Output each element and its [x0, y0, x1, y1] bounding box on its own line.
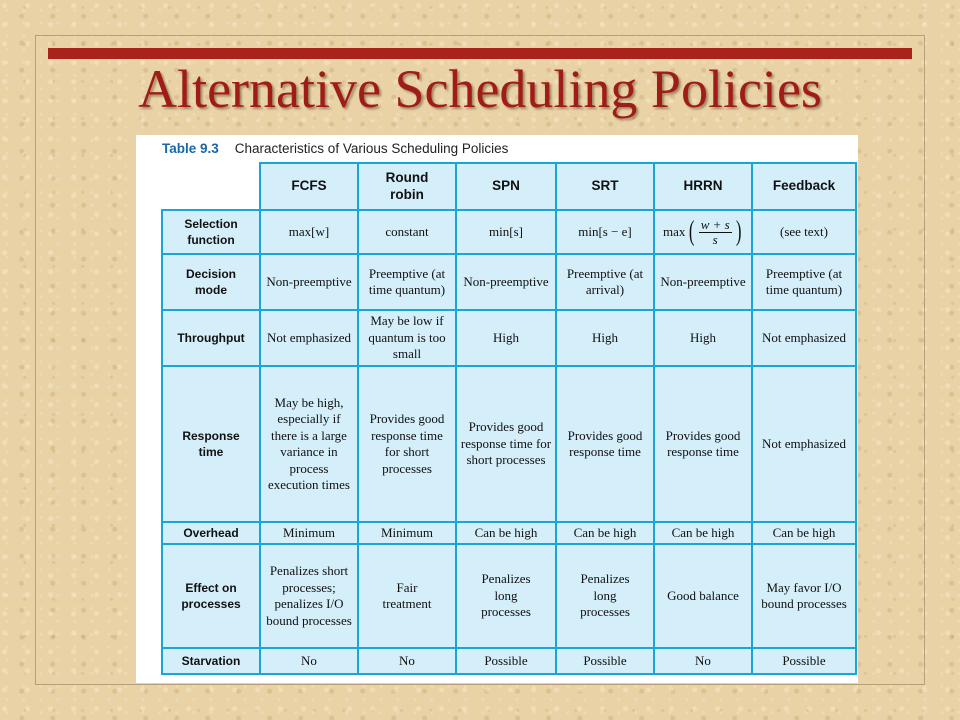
table-cell: Fair treatment — [358, 544, 456, 648]
table-cell: May favor I/O bound processes — [752, 544, 856, 648]
row-header: Decision mode — [162, 254, 260, 310]
table-cell: Minimum — [358, 522, 456, 544]
table-row — [162, 648, 856, 674]
table-cell: Provides good response time — [556, 366, 654, 522]
column-header: SPN — [456, 163, 556, 210]
fraction-numerator: w + s — [700, 216, 730, 232]
table-cell: min[s] — [456, 210, 556, 254]
table-cell: No — [654, 648, 752, 674]
table-cell: constant — [358, 210, 456, 254]
table-cell: Penalizes long processes — [556, 544, 654, 648]
table-cell: May be high, especially if there is a large variance in process execution times — [260, 366, 358, 522]
table-cell: No — [260, 648, 358, 674]
table-cell: High — [556, 310, 654, 366]
right-paren: ) — [735, 216, 742, 247]
column-header: Feedback — [752, 163, 856, 210]
column-header: HRRN — [654, 163, 752, 210]
table-cell: min[s − e] — [556, 210, 654, 254]
column-header: Round robin — [358, 163, 456, 210]
table-cell: Penalizes long processes — [456, 544, 556, 648]
table-cell: Possible — [556, 648, 654, 674]
scheduling-policies-table — [161, 162, 857, 675]
table-row — [162, 254, 856, 310]
table-row — [162, 310, 856, 366]
row-header: Selection function — [162, 210, 260, 254]
fraction — [699, 218, 732, 247]
table-number: Table 9.3 — [162, 141, 219, 156]
table-cell: Provides good response time for short processes — [358, 366, 456, 522]
hrrn-formula — [663, 218, 743, 247]
row-header: Response time — [162, 366, 260, 522]
column-header: SRT — [556, 163, 654, 210]
table-cell: max[w] — [260, 210, 358, 254]
left-paren: ( — [689, 216, 695, 247]
table-cell: Not emphasized — [260, 310, 358, 366]
formula-prefix: max — [662, 223, 686, 239]
table-cell: Minimum — [260, 522, 358, 544]
column-header: FCFS — [260, 163, 358, 210]
corner-cell — [162, 163, 260, 210]
title-accent-bar — [48, 48, 912, 59]
table-caption — [162, 141, 508, 156]
table-figure — [136, 135, 858, 683]
table-cell: Can be high — [654, 522, 752, 544]
table-cell: Non-preemptive — [654, 254, 752, 310]
table-cell: Preemptive (at time quantum) — [358, 254, 456, 310]
row-header: Overhead — [162, 522, 260, 544]
table-row — [162, 544, 856, 648]
table-cell: Possible — [752, 648, 856, 674]
table-cell: High — [654, 310, 752, 366]
table-cell: Provides good response time — [654, 366, 752, 522]
table-cell: High — [456, 310, 556, 366]
row-header: Throughput — [162, 310, 260, 366]
table-header-row — [162, 163, 856, 210]
table-cell: Not emphasized — [752, 310, 856, 366]
table-cell: Preemptive (at arrival) — [556, 254, 654, 310]
table-cell: (see text) — [752, 210, 856, 254]
table-cell: Not emphasized — [752, 366, 856, 522]
table-cell: Penalizes short processes; penalizes I/O bound processes — [260, 544, 358, 648]
table-cell: Good balance — [654, 544, 752, 648]
table-cell: Can be high — [752, 522, 856, 544]
hrrn-selection-cell — [654, 210, 752, 254]
table-row — [162, 522, 856, 544]
table-cell: Can be high — [456, 522, 556, 544]
table-cell: Preemptive (at time quantum) — [752, 254, 856, 310]
fraction-denominator: s — [712, 231, 718, 247]
table-cell: Provides good response time for short processes — [456, 366, 556, 522]
table-cell: May be low if quantum is too small — [358, 310, 456, 366]
row-header: Starvation — [162, 648, 260, 674]
table-row — [162, 210, 856, 254]
slide-title: Alternative Scheduling Policies — [138, 59, 822, 119]
table-cell: Non-preemptive — [260, 254, 358, 310]
table-cell: No — [358, 648, 456, 674]
row-header: Effect on processes — [162, 544, 260, 648]
table-caption-text: Characteristics of Various Scheduling Policies — [234, 141, 509, 156]
table-row — [162, 366, 856, 522]
table-cell: Can be high — [556, 522, 654, 544]
table-cell: Non-preemptive — [456, 254, 556, 310]
table-cell: Possible — [456, 648, 556, 674]
